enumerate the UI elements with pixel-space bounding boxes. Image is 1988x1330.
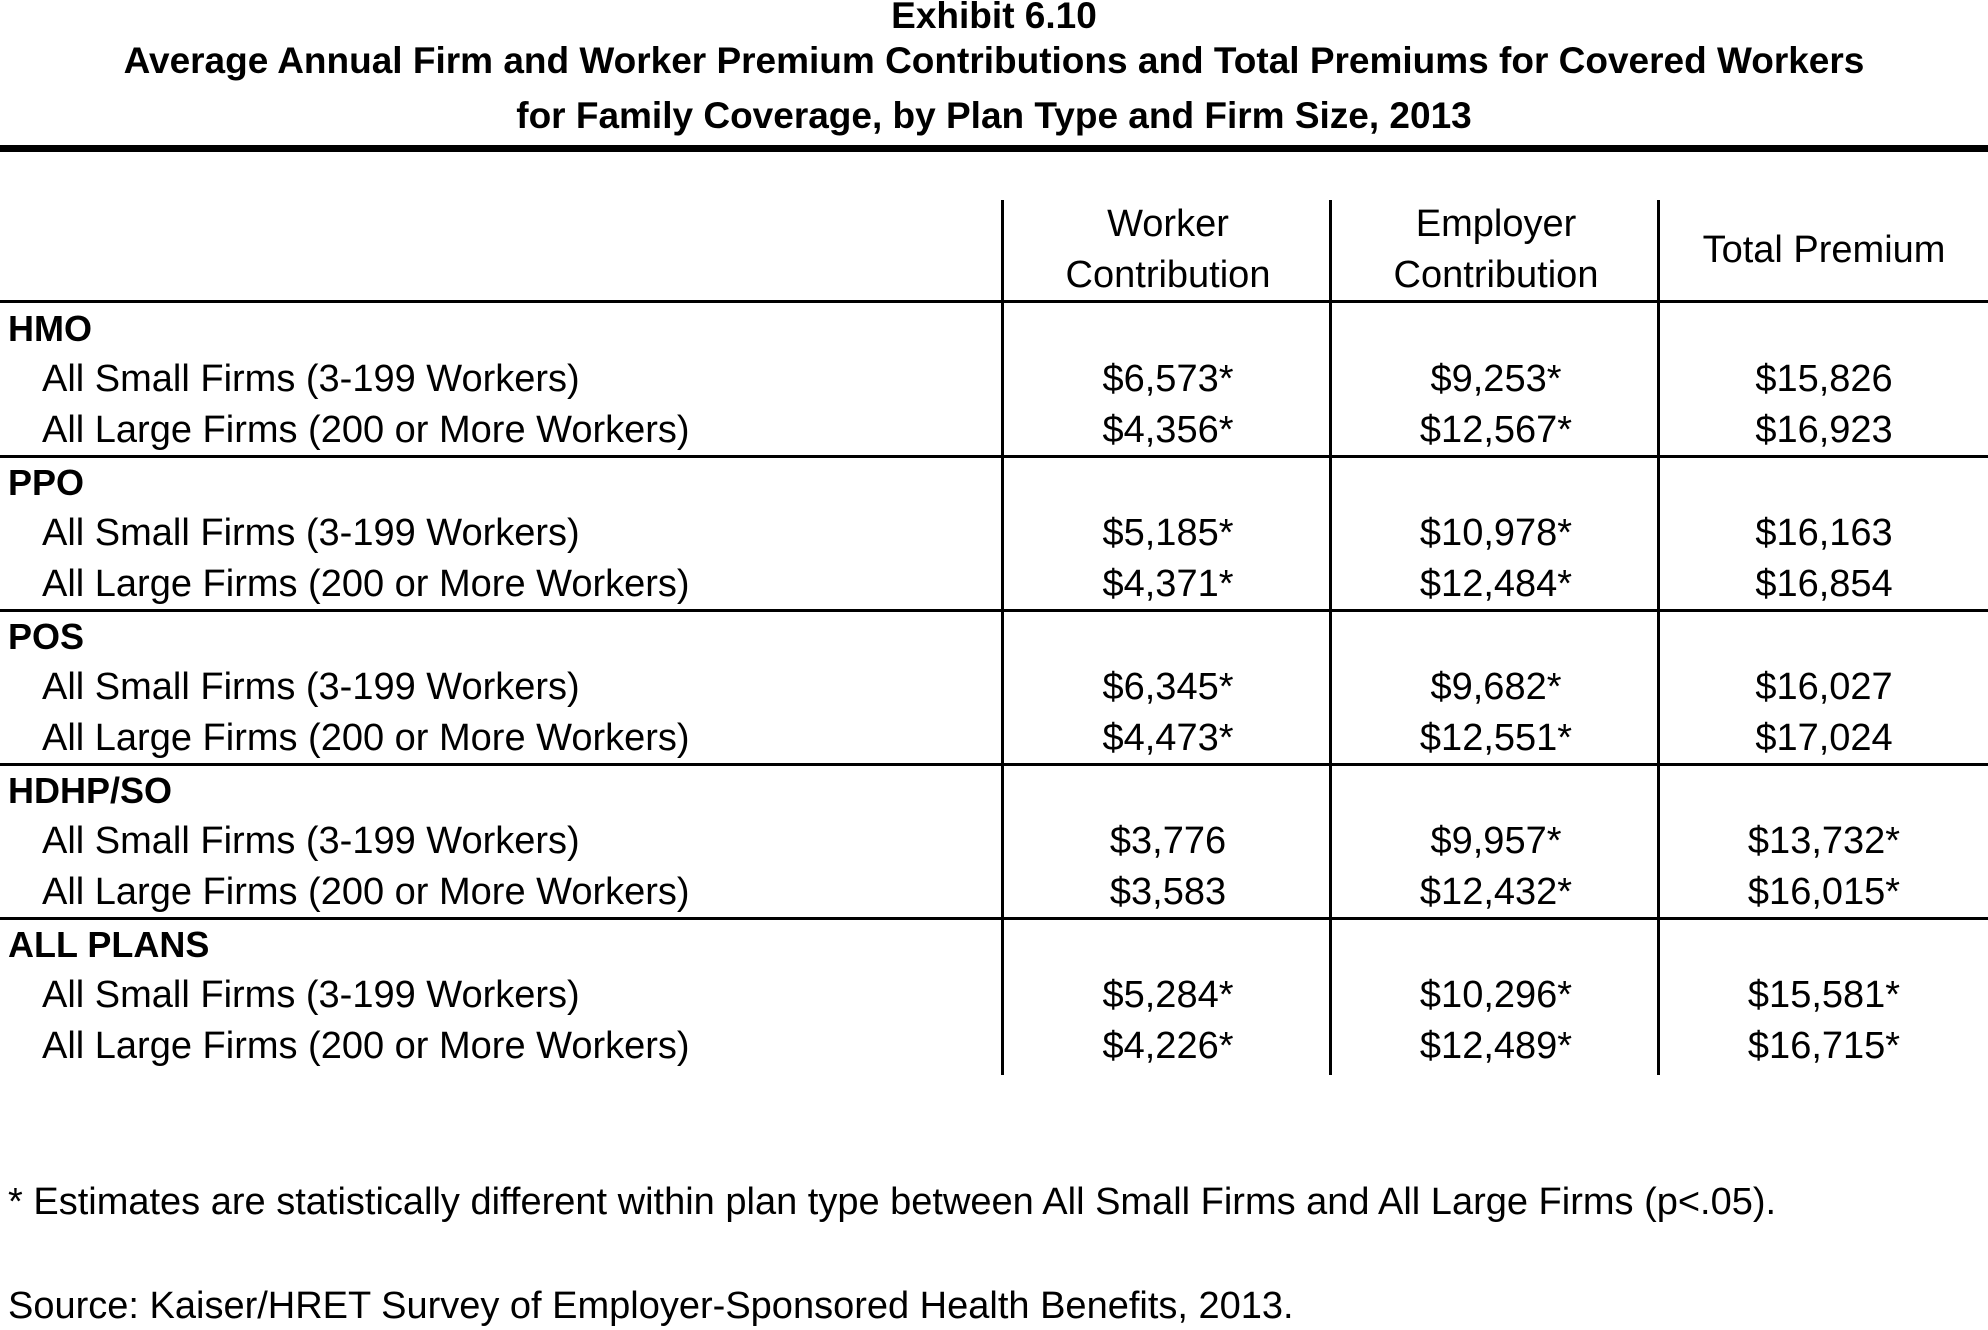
column-divider [1657,200,1660,1075]
column-header-worker [1004,200,1332,300]
table-cell: $10,296* [1419,974,1573,1016]
table-cell: $16,163 [1755,512,1893,554]
table-cell: $12,432* [1419,871,1573,913]
table-title-line1: Average Annual Firm and Worker Premium Contributions and Total Premiums for Covered Workers [123,40,1865,81]
table-cell: $16,015* [1747,871,1901,913]
group-label-pos: POS [8,616,85,657]
table-cell: $3,776 [1109,820,1227,862]
header-separator [0,300,1988,303]
column-header-line: Contribution [1393,254,1599,296]
exhibit-number: Exhibit 6.10 [891,0,1097,36]
column-divider [1001,200,1004,1075]
table-cell: $3,583 [1109,871,1227,913]
table-cell: $4,473* [1102,717,1234,759]
row-label: All Small Firms (3-199 Workers) [42,974,580,1016]
title-rule [0,145,1988,152]
source-note: Source: Kaiser/HRET Survey of Employer-Sponsored Health Benefits, 2013. [8,1285,1294,1327]
group-label-ppo: PPO [8,462,85,503]
table-cell: $5,185* [1102,512,1234,554]
table-cell: $4,371* [1102,563,1234,605]
row-label: All Small Firms (3-199 Workers) [42,820,580,862]
row-label: All Large Firms (200 or More Workers) [42,871,690,913]
row-label: All Large Firms (200 or More Workers) [42,1025,690,1067]
table-cell: $17,024 [1755,717,1893,759]
column-header-total [1660,200,1988,300]
table-cell: $12,489* [1419,1025,1573,1067]
footnote: * Estimates are statistically different within plan type between All Small Firms and All Large Firms (p<.05). [8,1181,1777,1223]
table-cell: $16,854 [1755,563,1893,605]
row-label: All Large Firms (200 or More Workers) [42,717,690,759]
group-label-all-plans: ALL PLANS [8,924,210,965]
table-cell: $5,284* [1102,974,1234,1016]
table-cell: $4,226* [1102,1025,1234,1067]
table-cell: $9,253* [1430,358,1562,400]
column-header-line: Worker [1107,203,1229,245]
column-header-line: Employer [1415,203,1577,245]
table-cell: $9,957* [1430,820,1562,862]
row-label: All Small Firms (3-199 Workers) [42,358,580,400]
table-cell: $10,978* [1419,512,1573,554]
table-title-line2: for Family Coverage, by Plan Type and Firm Size, 2013 [516,95,1472,136]
table-cell: $16,027 [1755,666,1893,708]
table-cell: $16,715* [1747,1025,1901,1067]
table-cell: $15,826 [1755,358,1893,400]
row-label: All Small Firms (3-199 Workers) [42,512,580,554]
table-cell: $6,573* [1102,358,1234,400]
table-cell: $16,923 [1755,409,1893,451]
table-cell: $4,356* [1102,409,1234,451]
group-label-hdhp-so: HDHP/SO [8,770,173,811]
column-header-line: Total Premium [1702,228,1946,271]
column-header-line: Contribution [1065,254,1271,296]
table-cell: $9,682* [1430,666,1562,708]
table-cell: $6,345* [1102,666,1234,708]
table-cell: $12,484* [1419,563,1573,605]
table-cell: $12,567* [1419,409,1573,451]
table-cell: $12,551* [1419,717,1573,759]
group-label-hmo: HMO [8,308,92,349]
row-label: All Large Firms (200 or More Workers) [42,563,690,605]
column-header-employer [1332,200,1660,300]
column-divider [1329,200,1332,1075]
table-cell: $15,581* [1747,974,1901,1016]
row-label: All Small Firms (3-199 Workers) [42,666,580,708]
table-cell: $13,732* [1747,820,1901,862]
row-label: All Large Firms (200 or More Workers) [42,409,690,451]
